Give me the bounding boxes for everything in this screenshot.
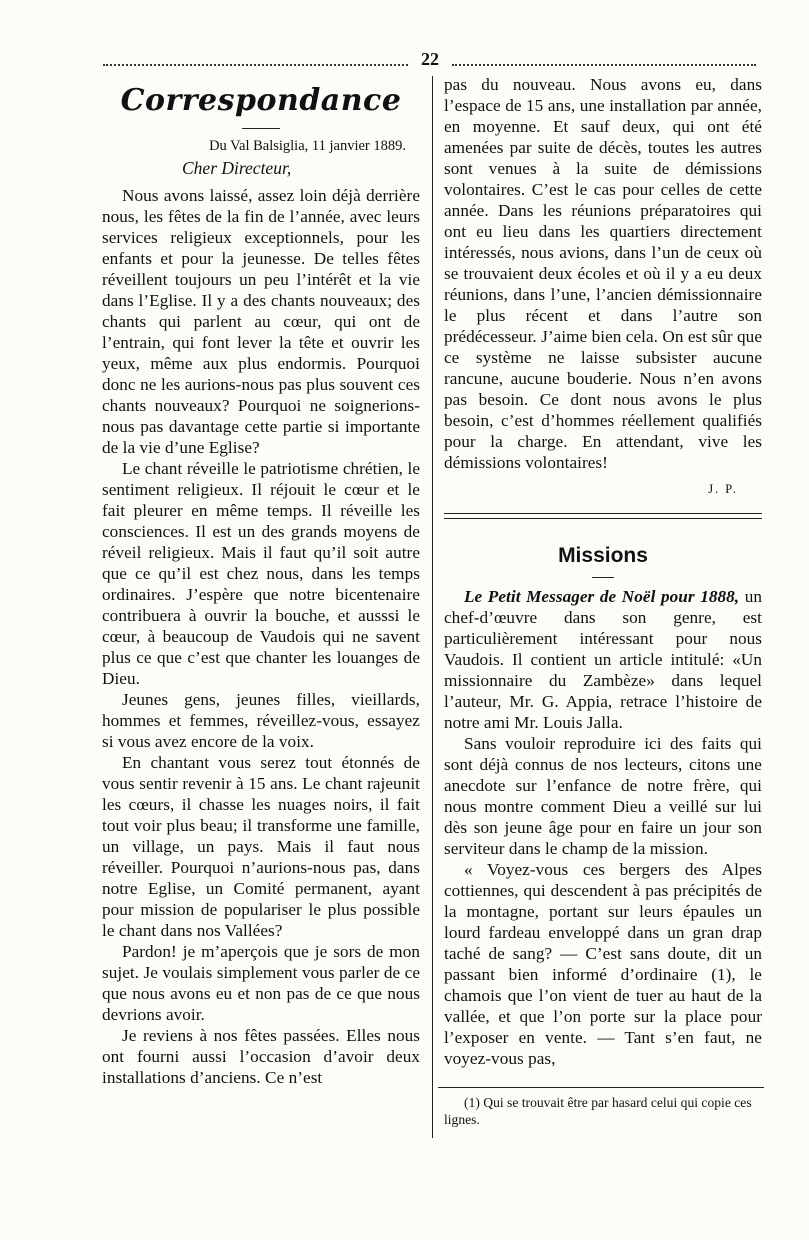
footnote-separator bbox=[438, 1087, 764, 1088]
paragraph bbox=[444, 586, 762, 733]
title-rule bbox=[242, 128, 280, 129]
paragraph: Le chant réveille le patriotisme chrétien, le sentiment religieux. Il réjouit le cœur et le fait pleurer en même temps. Il réveille les consciences. Il est un des grands moyens de réveil religieux. Mais il faut qu’il soit autre que ce qu’il est chez nous, dans les temps ordinaires. J’espère que notre bicentenaire contribuera à ouvrir la bouche, et ausssi le cœur, à beaucoup de Vaudois qui ne savent plus ce que c’est que chanter les louanges de Dieu. bbox=[102, 459, 420, 688]
header-rule-left bbox=[103, 64, 408, 66]
paragraph: « Voyez-vous ces bergers des Alpes cottiennes, qui descendent à pas précipités de la montagne, portant sur leurs épaules un lourd fardeau enveloppé dans un gran drap taché de sang? — C’est sans doute, dit un passant bien informé d’ordinaire (1), le chamois que l’on vient de tuer au haut de la vallée, et que l’on porte sur la place pour l’exposer en vente. — Tant s’en faut, ne voyez-vous pas, bbox=[444, 860, 762, 1068]
section-title-correspondance: Correspondance bbox=[120, 83, 402, 118]
section-separator bbox=[444, 513, 762, 519]
dateline: Du Val Balsiglia, 11 janvier 1889. bbox=[209, 138, 406, 154]
footnote: (1) Qui se trouvait être par hasard celui qui copie ces lignes. bbox=[444, 1095, 752, 1127]
paragraph: Pardon! je m’aperçois que je sors de mon sujet. Je voulais simplement vous parler de ce que nous avons eu et non pas de ce que nous devrions avoir. bbox=[102, 942, 420, 1024]
paragraph: Je reviens à nos fêtes passées. Elles nous ont fourni aussi l’occasion d’avoir deux installations d’anciens. Ce n’est bbox=[102, 1026, 420, 1087]
paragraph: pas du nouveau. Nous avons eu, dans l’espace de 15 ans, une installation par année, en moyenne. Et sauf deux, qui ont été amenées par suite de décès, toutes les autres sont venues à la suite de démissions volontaires. C’est le cas pour celles de cette année. Dans les réunions préparatoires qui ont eu lieu dans les quartiers directement intéressés, nous avions, dans l’un de ceux où se trouvaient deux écoles et où il y a eu deux réunions, dans l’une, l’ancien démissionnaire le plus récent et dans l’autre son prédécesseur. J’aime bien cela. On est sûr que ce système ne laisse subsister aucune rancune, aucune bouderie. Nous n’en avons pas besoin. Ce dont nous avons le plus besoin, c’est d’hommes réellement qualifiés pour la charge. En attendant, vive les démissions volontaires! bbox=[444, 75, 762, 472]
correspondance-continuation bbox=[444, 74, 762, 473]
page-number: 22 bbox=[421, 49, 439, 69]
paragraph: Nous avons laissé, assez loin déjà derrière nous, les fêtes de la fin de l’année, avec leurs services religieux exceptionnels, pour les enfants et pour la jeunesse. De telles fêtes réveillent toujours un peu l’intérêt et la vie dans l’Eglise. Il y a des chants nouveaux; des chants qui parlent au cœur, qui ont de l’entrain, qui font lever la tête et ouvrir les yeux, même aux plus endormis. Pourquoi donc ne les aurions-nous pas plus souvent ces chants nouveaux? Pourquoi ne soignerions-nous pas davantage cette partie si importante de la vie d’une Eglise? bbox=[102, 186, 420, 457]
paragraph: Jeunes gens, jeunes filles, vieillards, hommes et femmes, réveillez-vous, essayez si vous avez encore de la voix. bbox=[102, 690, 420, 751]
correspondance-body bbox=[102, 185, 420, 1088]
salutation: Cher Directeur, bbox=[182, 158, 292, 178]
paragraph: En chantant vous serez tout étonnés de vous sentir revenir à 15 ans. Le chant rajeunit les cœurs, il chasse les nuages noirs, il fait tout voir plus beau; il transforme une famille, un village, un pays. Mais il faut nous réveiller. Pourquoi n’aurions-nous pas, dans notre Eglise, un Comité permanent, ayant pour mission de populariser le plus possible le chant dans nos Vallées? bbox=[102, 753, 420, 940]
section-title-missions: Missions bbox=[558, 544, 648, 567]
paragraph: Sans vouloir reproduire ici des faits qui sont déjà connus de nos lecteurs, citons une anecdote sur l’enfance de notre frère, qui nous montre comment Dieu a veillé sur lui dès son jeune âge pour en faire un jour son serviteur dans le champ de la mission. bbox=[444, 734, 762, 858]
paragraph-text: un chef-d’œuvre dans son genre, est particulièrement intéressant pour nous Vaudois. Il contient un article intitulé: «Un missionnaire du Zambèze» dans lequel l’auteur, Mr. G. Appia, retrace l’histoire de notre ami Mr. Louis Jalla. bbox=[444, 587, 762, 732]
header-rule-right bbox=[452, 64, 756, 66]
missions-body bbox=[444, 586, 762, 1069]
left-column bbox=[102, 74, 420, 1088]
signature: J. P. bbox=[708, 482, 738, 496]
publication-title: Le Petit Messager de Noël pour 1888, bbox=[464, 587, 740, 606]
right-column bbox=[444, 74, 762, 1128]
title-rule bbox=[592, 577, 614, 578]
column-divider bbox=[432, 76, 433, 1138]
